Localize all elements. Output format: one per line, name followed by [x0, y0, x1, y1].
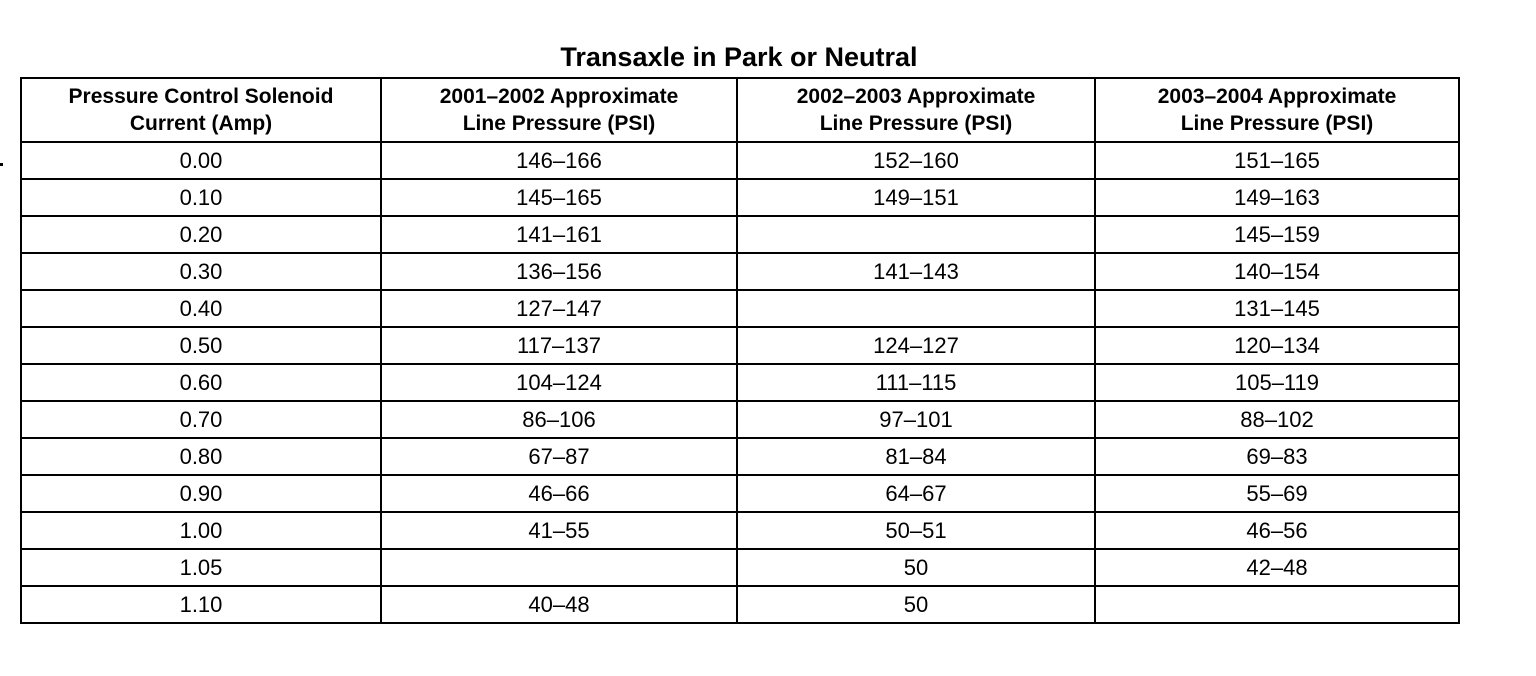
cell-2003-2004: 55–69 — [1095, 475, 1459, 512]
header-2001-2002-pressure — [381, 78, 737, 142]
cell-2003-2004: 42–48 — [1095, 549, 1459, 586]
cell-2003-2004: 131–145 — [1095, 290, 1459, 327]
cell-2001-2002: 41–55 — [381, 512, 737, 549]
cell-2002-2003: 97–101 — [737, 401, 1095, 438]
cell-current: 0.50 — [21, 327, 381, 364]
table-row — [21, 327, 1459, 364]
cell-current: 1.10 — [21, 586, 381, 623]
cell-current: 0.70 — [21, 401, 381, 438]
cell-current: 0.90 — [21, 475, 381, 512]
table-row — [21, 549, 1459, 586]
cell-2001-2002: 67–87 — [381, 438, 737, 475]
cell-current: 0.80 — [21, 438, 381, 475]
header-2002-2003-pressure — [737, 78, 1095, 142]
cell-2003-2004: 69–83 — [1095, 438, 1459, 475]
cell-2003-2004: 151–165 — [1095, 142, 1459, 179]
cell-2003-2004 — [1095, 586, 1459, 623]
cell-2001-2002 — [381, 549, 737, 586]
cell-2001-2002: 86–106 — [381, 401, 737, 438]
table-row — [21, 216, 1459, 253]
cell-2003-2004: 149–163 — [1095, 179, 1459, 216]
line-pressure-table — [20, 77, 1460, 624]
header-line: Current (Amp) — [129, 112, 273, 135]
cell-2002-2003: 111–115 — [737, 364, 1095, 401]
cell-2001-2002: 117–137 — [381, 327, 737, 364]
header-line: Pressure Control Solenoid — [68, 85, 334, 108]
header-line: 2002–2003 Approximate — [796, 85, 1036, 108]
cell-current: 1.00 — [21, 512, 381, 549]
table-row — [21, 438, 1459, 475]
cell-2001-2002: 46–66 — [381, 475, 737, 512]
cell-2001-2002: 136–156 — [381, 253, 737, 290]
cell-2002-2003: 152–160 — [737, 142, 1095, 179]
cell-2002-2003 — [737, 216, 1095, 253]
table-row — [21, 475, 1459, 512]
table-row — [21, 253, 1459, 290]
cell-2003-2004: 145–159 — [1095, 216, 1459, 253]
cell-2002-2003: 141–143 — [737, 253, 1095, 290]
cell-current: 0.60 — [21, 364, 381, 401]
scan-edge-mark — [0, 163, 3, 166]
cell-2001-2002: 141–161 — [381, 216, 737, 253]
cell-2002-2003: 50 — [737, 549, 1095, 586]
cell-2002-2003: 64–67 — [737, 475, 1095, 512]
table-title: Transaxle in Park or Neutral — [560, 42, 918, 72]
cell-2002-2003: 149–151 — [737, 179, 1095, 216]
cell-2003-2004: 105–119 — [1095, 364, 1459, 401]
cell-2001-2002: 145–165 — [381, 179, 737, 216]
header-solenoid-current — [21, 78, 381, 142]
cell-2001-2002: 146–166 — [381, 142, 737, 179]
header-2003-2004-pressure — [1095, 78, 1459, 142]
header-line: 2001–2002 Approximate — [439, 85, 679, 108]
cell-current: 1.05 — [21, 549, 381, 586]
header-line: Line Pressure (PSI) — [1180, 112, 1374, 135]
cell-2003-2004: 88–102 — [1095, 401, 1459, 438]
table-row — [21, 512, 1459, 549]
cell-current: 0.00 — [21, 142, 381, 179]
header-line: Line Pressure (PSI) — [462, 112, 656, 135]
cell-2003-2004: 120–134 — [1095, 327, 1459, 364]
cell-2002-2003: 124–127 — [737, 327, 1095, 364]
cell-2002-2003 — [737, 290, 1095, 327]
cell-2001-2002: 127–147 — [381, 290, 737, 327]
cell-2003-2004: 140–154 — [1095, 253, 1459, 290]
header-line: Line Pressure (PSI) — [819, 112, 1013, 135]
header-row — [21, 78, 1459, 142]
cell-2002-2003: 50 — [737, 586, 1095, 623]
table-row — [21, 586, 1459, 623]
cell-current: 0.40 — [21, 290, 381, 327]
table-row — [21, 179, 1459, 216]
table-row — [21, 364, 1459, 401]
cell-current: 0.30 — [21, 253, 381, 290]
cell-2001-2002: 40–48 — [381, 586, 737, 623]
cell-2001-2002: 104–124 — [381, 364, 737, 401]
cell-2003-2004: 46–56 — [1095, 512, 1459, 549]
table-row — [21, 401, 1459, 438]
header-line: 2003–2004 Approximate — [1157, 85, 1397, 108]
table-row — [21, 290, 1459, 327]
cell-2002-2003: 50–51 — [737, 512, 1095, 549]
table-row — [21, 142, 1459, 179]
cell-current: 0.10 — [21, 179, 381, 216]
cell-2002-2003: 81–84 — [737, 438, 1095, 475]
cell-current: 0.20 — [21, 216, 381, 253]
